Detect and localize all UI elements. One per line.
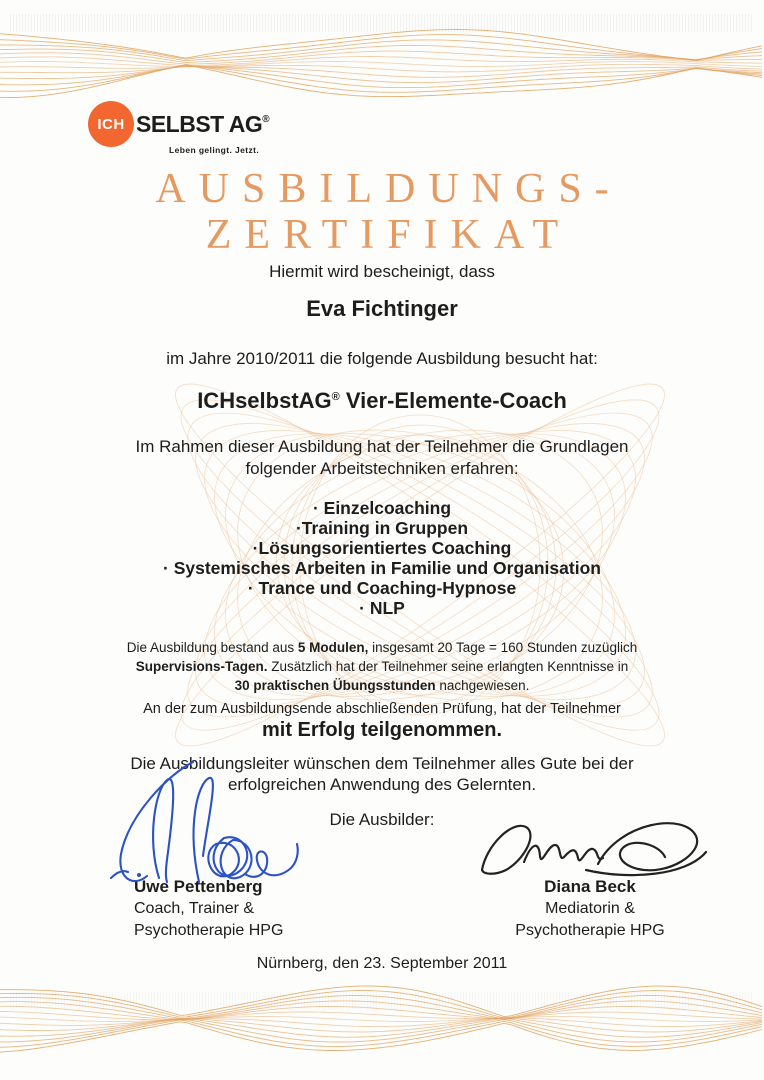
logo-brand: [136, 111, 269, 138]
exam-result: mit Erfolg teilgenommen.: [261, 719, 503, 741]
details-paragraph: [0, 638, 764, 695]
skill-item: · Trance und Coaching-Hypnose: [247, 578, 517, 598]
intro-line: Hiermit wird bescheinigt, dass: [269, 262, 495, 281]
signature-left-role1: Coach, Trainer &: [134, 900, 255, 917]
skill-item: ·Training in Gruppen: [295, 518, 469, 538]
trainers-label: Die Ausbilder:: [329, 810, 435, 829]
signature-left-name: Uwe Pettenberg: [134, 877, 263, 896]
details-line: Die Ausbildung bestand aus 5 Modulen, insgesamt 20 Tage = 160 Stunden zuzüglich: [126, 640, 638, 655]
course-suffix: Vier-Elemente-Coach: [339, 388, 567, 413]
registered-mark: ®: [262, 113, 270, 125]
description-line2: folgender Arbeitstechniken erfahren:: [245, 459, 519, 478]
closing-line1: Die Ausbildungsleiter wünschen dem Teilnehmer alles Gute bei der: [130, 754, 634, 773]
signature-left-handwriting: [95, 756, 310, 898]
description-line1: Im Rahmen dieser Ausbildung hat der Teilnehmer die Grundlagen: [135, 437, 629, 456]
skill-item: · Einzelcoaching: [312, 498, 452, 518]
skill-item: · NLP: [359, 598, 405, 618]
signature-right-role1: Mediatorin &: [545, 900, 635, 917]
closing-line2: erfolgreichen Anwendung des Gelernten.: [227, 775, 537, 794]
skill-item: ·Lösungsorientiertes Coaching: [252, 538, 512, 558]
bottom-guilloche-waves: [0, 984, 764, 1054]
course-title: [0, 388, 764, 414]
description-paragraph: [0, 436, 764, 480]
logo-brand-text: SELBST AG: [136, 110, 263, 137]
signature-right-role2: Psychotherapie HPG: [515, 922, 665, 939]
course-registered-mark: ®: [331, 391, 340, 403]
top-guilloche-waves: [0, 28, 764, 100]
signature-left-role2: Psychotherapie HPG: [134, 922, 284, 939]
logo: [88, 101, 269, 155]
course-prefix: ICHselbstAG: [197, 388, 332, 413]
details-line: Supervisions-Tagen. Zusätzlich hat der Teilnehmer seine erlangten Kenntnisse in: [135, 659, 629, 674]
signature-right-handwriting: [468, 812, 713, 888]
certificate-title-line2: ZERTIFIKAT: [205, 212, 572, 258]
certificate-title-line1: AUSBILDUNGS-: [155, 166, 622, 212]
logo-tagline: Leben gelingt. Jetzt.: [169, 145, 260, 155]
logo-circle-text: ICH: [97, 115, 125, 133]
logo-circle-icon: [88, 101, 134, 147]
exam-line: An der zum Ausbildungsende abschließenden Prüfung, hat der Teilnehmer: [143, 701, 621, 717]
date-line: Nürnberg, den 23. September 2011: [256, 955, 508, 972]
details-line: 30 praktischen Übungsstunden nachgewiesen.: [234, 678, 530, 693]
year-line: im Jahre 2010/2011 die folgende Ausbildung besucht hat:: [166, 349, 598, 368]
skill-item: · Systemisches Arbeiten in Familie und Organisation: [163, 558, 601, 578]
recipient-name: Eva Fichtinger: [306, 296, 458, 321]
signature-right-name: Diana Beck: [544, 877, 636, 896]
skills-list: [0, 498, 764, 618]
